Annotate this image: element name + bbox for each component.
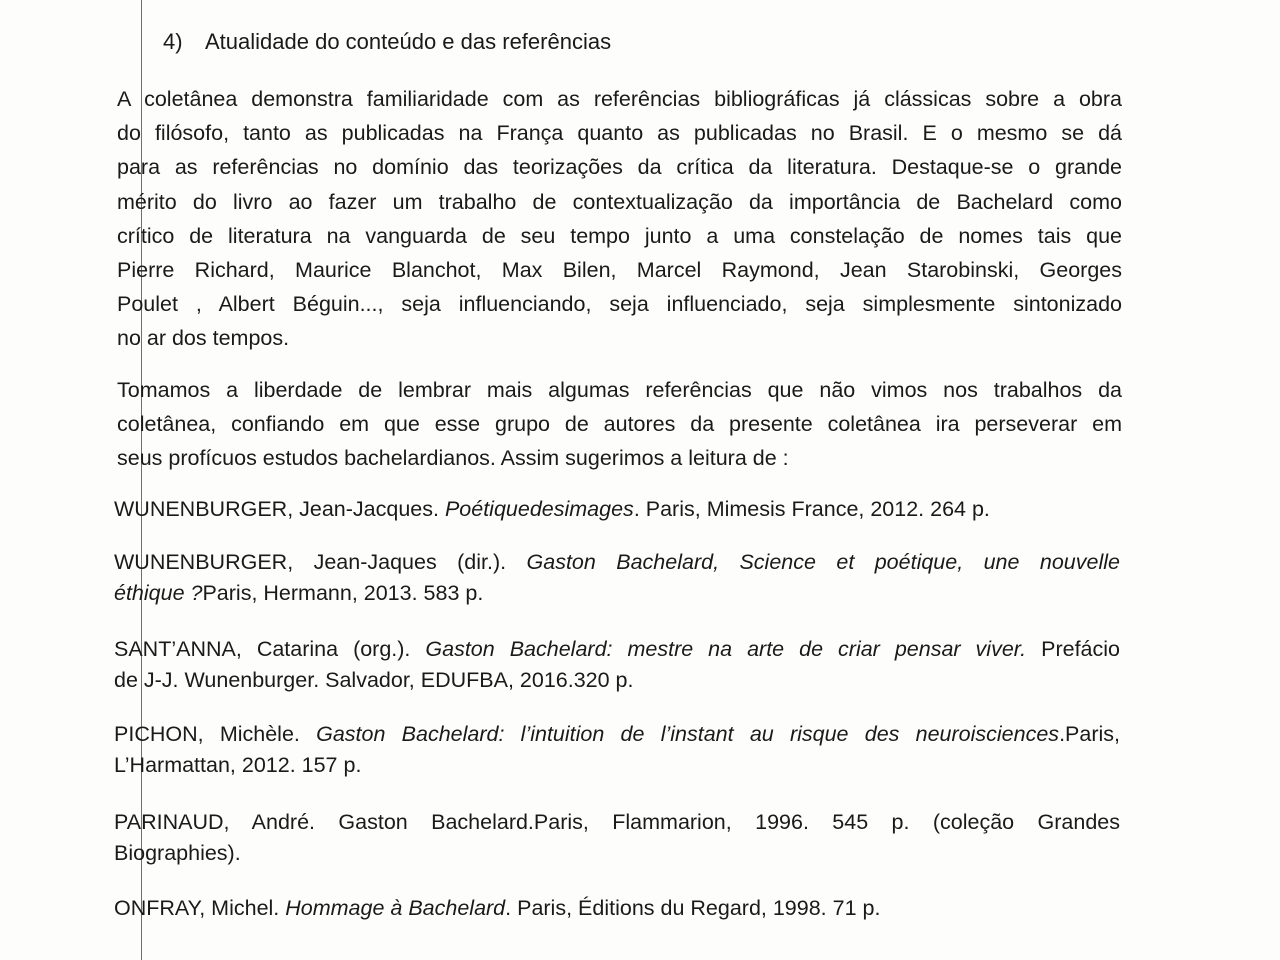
reference-6 [114,893,1120,924]
reference-author: ONFRAY, Michel. [114,896,286,920]
section-title: Atualidade do conteúdo e das referências [205,29,612,54]
reference-title: Gaston Bachelard: l’intuition de l’instant au risque des neuroisciences [316,722,1060,746]
reference-author: WUNENBURGER, Jean-Jacques. [114,497,445,521]
paragraph-line: A coletânea demonstra familiaridade com as referências bibliográficas já clássicas sobre a obra [117,87,1122,111]
reference-2 [114,547,1120,609]
paragraph-line: crítico de literatura na vanguarda de seu tempo junto a uma constelação de nomes tais que [117,223,1122,248]
reference-details: . Paris, Éditions du Regard, 1998. 71 p. [505,896,881,920]
reference-details: Prefácio [1026,637,1120,661]
reference-title: Gaston Bachelard, Science et poétique, une nouvelle [526,550,1120,574]
paragraph-line: Tomamos a liberdade de lembrar mais algumas referências que não vimos nos trabalhos da [117,378,1122,402]
paragraph-line: do filósofo, tanto as publicadas na França quanto as publicadas no Brasil. E o mesmo se dá [117,121,1122,146]
paragraph-1 [117,82,1122,356]
paragraph-line: coletânea, confiando em que esse grupo de autores da presente coletânea ira perseverar em [117,412,1122,437]
reference-line: PARINAUD, André. Gaston Bachelard.Paris, Flammarion, 1996. 545 p. (coleção Grandes [114,810,1120,834]
section-number: 4) [163,29,183,54]
paragraph-line: para as referências no domínio das teorizações da crítica da literatura. Destaque-se o grande [117,155,1122,180]
reference-4 [114,719,1120,781]
section-heading [163,29,611,55]
paragraph-line: seus profícuos estudos bachelardianos. Assim sugerimos a leitura de : [117,446,789,471]
reference-details-cont: de J-J. Wunenburger. Salvador, EDUFBA, 2016.320 p. [114,668,634,692]
reference-title-cont: éthique ? [114,581,203,605]
reference-author: WUNENBURGER, Jean-Jaques (dir.). [114,550,527,574]
paragraph-line: no ar dos tempos. [117,326,290,351]
reference-title: Poétiquedesimages [444,497,634,521]
reference-3 [114,634,1120,696]
paragraph-line: Poulet , Albert Béguin..., seja influenciando, seja influenciado, seja simplesmente sintonizado [117,292,1122,317]
paragraph-2 [117,373,1122,476]
reference-details: .Paris, [1059,722,1120,746]
reference-title: Gaston Bachelard: mestre na arte de criar pensar viver. [425,637,1027,661]
reference-author: PICHON, Michèle. [114,722,317,746]
reference-author: SANT’ANNA, Catarina (org.). [114,637,426,661]
reference-5 [114,807,1120,869]
reference-details: Paris, Hermann, 2013. 583 p. [202,581,484,605]
reference-details-cont: L’Harmattan, 2012. 157 p. [114,753,362,777]
reference-title: Hommage à Bachelard [285,896,506,920]
paragraph-line: mérito do livro ao fazer um trabalho de contextualização da importância de Bachelard como [117,189,1122,214]
reference-1 [114,494,1120,525]
reference-line: Biographies). [114,841,241,865]
paragraph-line: Pierre Richard, Maurice Blanchot, Max Bilen, Marcel Raymond, Jean Starobinski, Georges [117,258,1122,283]
reference-details: . Paris, Mimesis France, 2012. 264 p. [633,497,990,521]
